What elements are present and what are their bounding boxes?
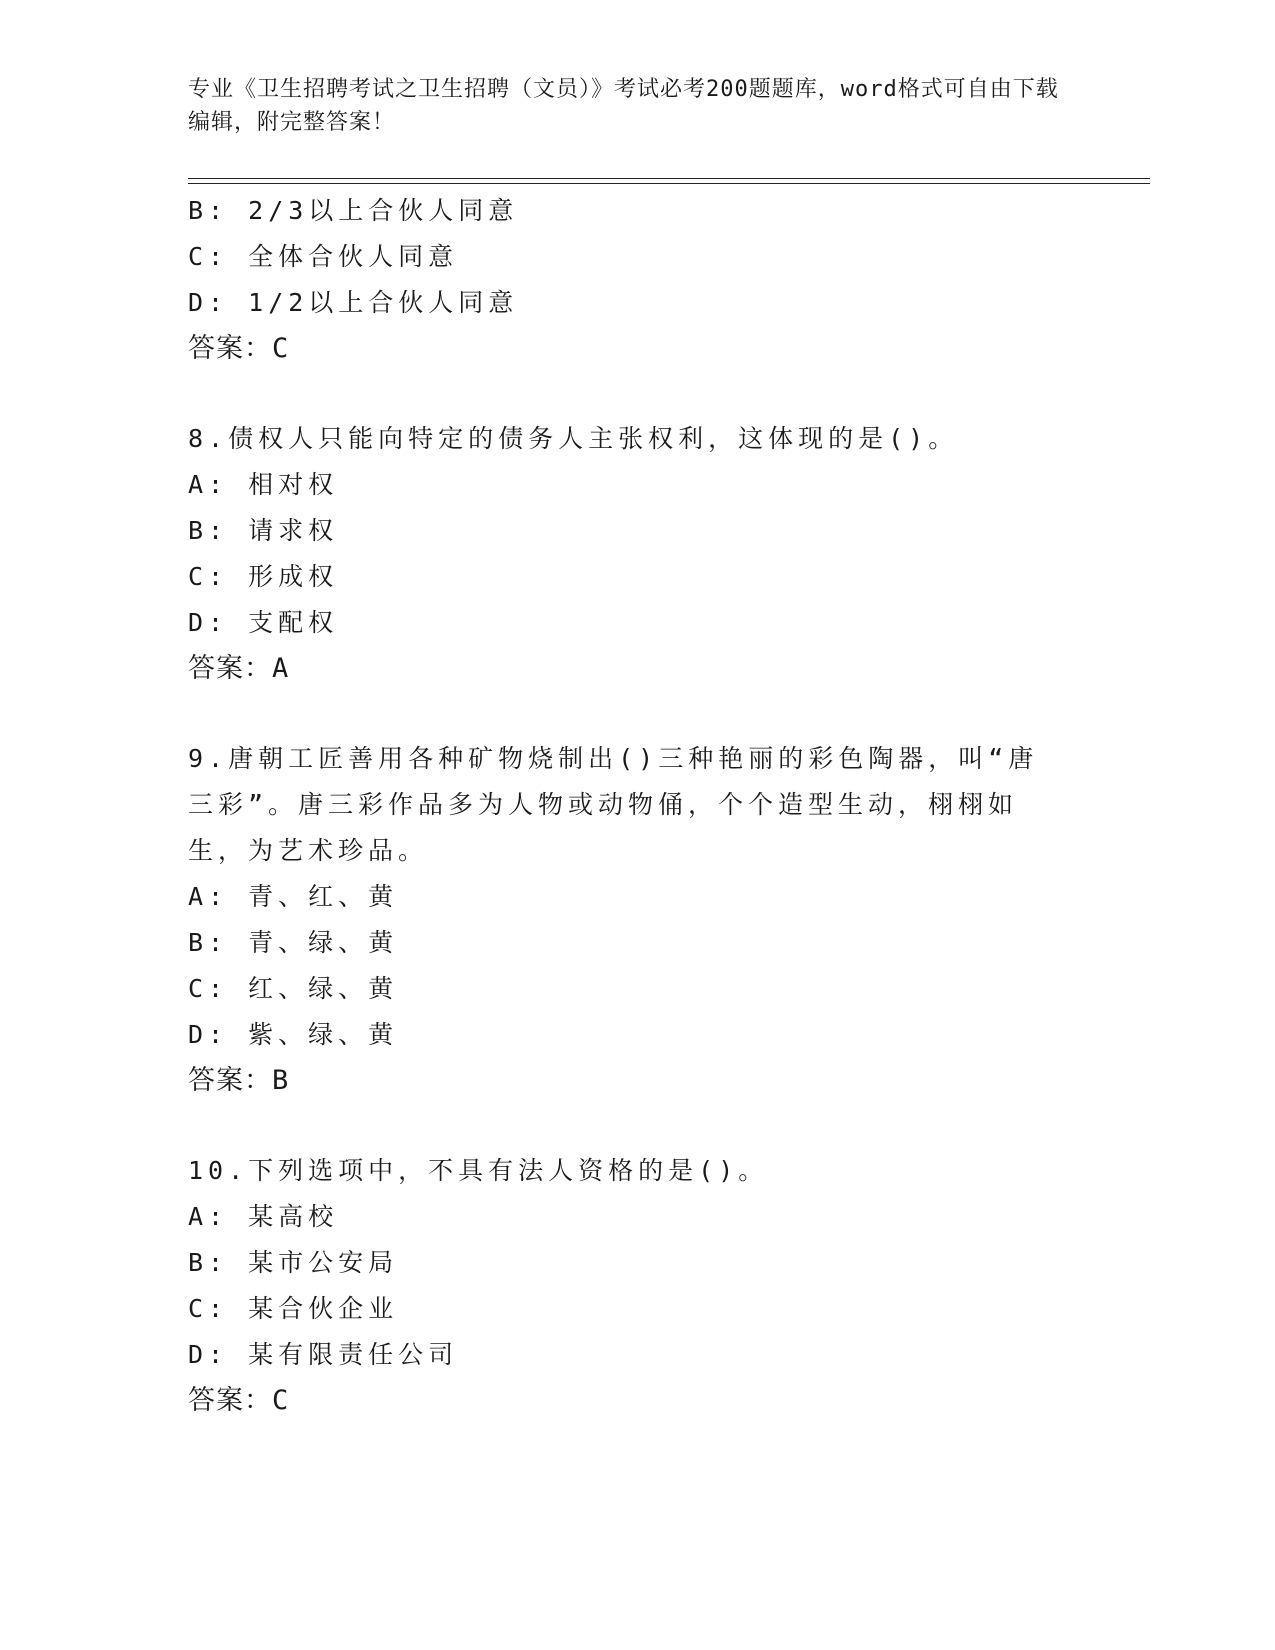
option-c: C: 形成权 — [188, 562, 339, 591]
option-c: C: 红、绿、黄 — [188, 974, 399, 1003]
question-text: 10.下列选项中，不具有法人资格的是()。 — [188, 1156, 769, 1185]
question-text: 9.唐朝工匠善用各种矿物烧制出()三种艳丽的彩色陶器，叫“唐三彩”。唐三彩作品多为人物或动物俑，个个造型生动，栩栩如生，为艺术珍品。 — [188, 744, 1039, 865]
spacer — [188, 692, 1068, 736]
option-a: A: 某高校 — [188, 1202, 339, 1231]
header-divider-bottom — [188, 183, 1150, 184]
option-b: B: 青、绿、黄 — [188, 928, 399, 957]
answer-line: 答案：C — [188, 333, 290, 364]
option-c: C: 某合伙企业 — [188, 1294, 399, 1323]
option-a: A: 相对权 — [188, 470, 339, 499]
option-d: D: 支配权 — [188, 608, 339, 637]
option-c: C: 全体合伙人同意 — [188, 242, 459, 271]
spacer — [188, 372, 1068, 416]
option-d: D: 某有限责任公司 — [188, 1340, 459, 1369]
option-d: D: 1/2以上合伙人同意 — [188, 288, 519, 317]
spacer — [188, 1104, 1068, 1148]
option-b: B: 2/3以上合伙人同意 — [188, 196, 519, 225]
question-text: 8.债权人只能向特定的债务人主张权利，这体现的是()。 — [188, 424, 959, 453]
header-divider-top — [188, 178, 1150, 179]
option-a: A: 青、红、黄 — [188, 882, 399, 911]
option-d: D: 紫、绿、黄 — [188, 1020, 399, 1049]
answer-line: 答案：B — [188, 1065, 290, 1096]
option-b: B: 某市公安局 — [188, 1248, 399, 1277]
question-10 — [188, 1148, 1068, 1424]
option-b: B: 请求权 — [188, 516, 339, 545]
question-7-continued — [188, 188, 1068, 372]
question-9 — [188, 736, 1068, 1104]
answer-line: 答案：C — [188, 1385, 290, 1416]
question-8 — [188, 416, 1068, 692]
question-content — [188, 188, 1068, 1424]
document-header: 专业《卫生招聘考试之卫生招聘（文员）》考试必考200题题库，word格式可自由下载编辑，附完整答案！ — [188, 77, 1059, 135]
answer-line: 答案：A — [188, 653, 290, 684]
